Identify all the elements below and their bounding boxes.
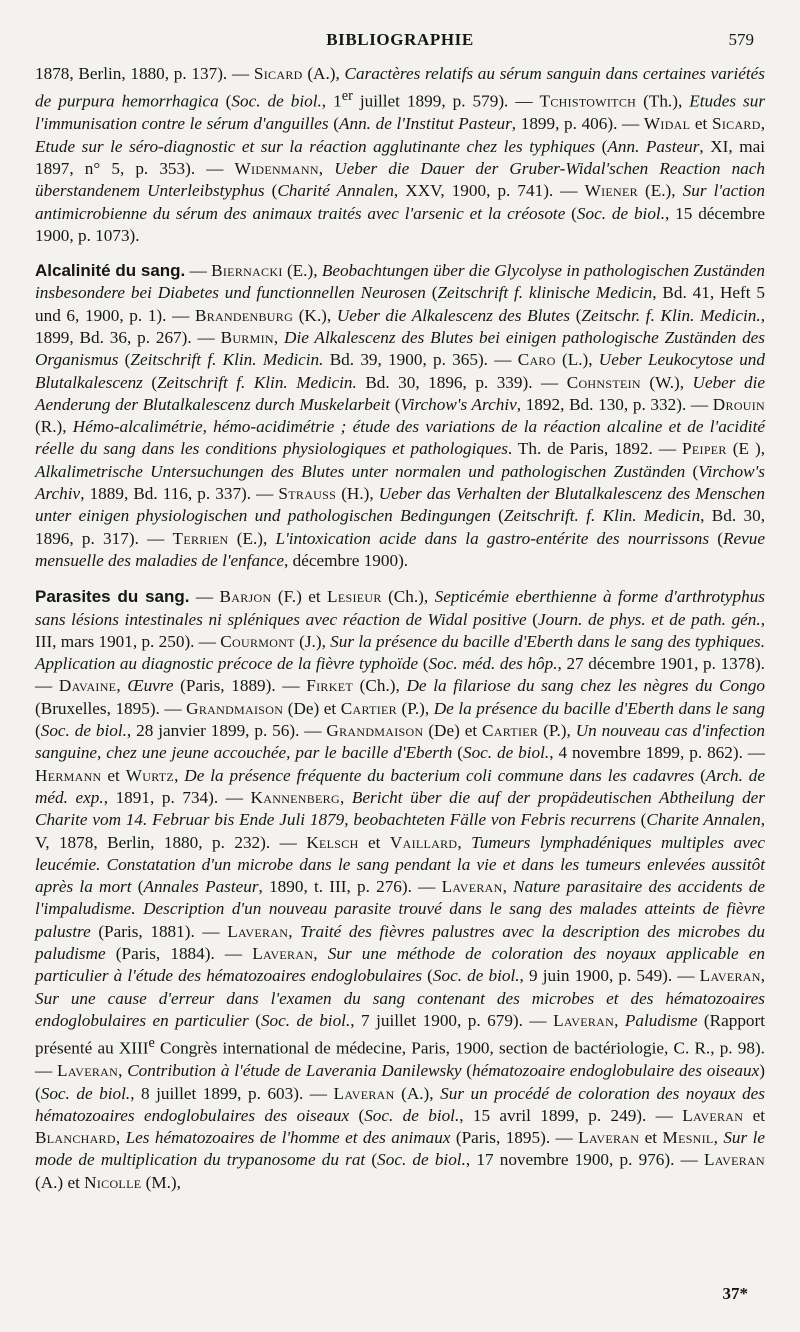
- author-name: Laveran: [441, 877, 503, 897]
- italic-title: Die Alkalescenz des Blutes bei einigen pathologische Zuständen des Organismus: [35, 328, 765, 370]
- text-run: , Bd. 41, Heft 5 und 6, 1900, p. 1). —: [35, 283, 766, 325]
- italic-title: De la présence du bacille d'Eberth dans le sang: [433, 698, 765, 718]
- text-run: ,: [457, 832, 472, 852]
- italic-title: Sur le mode de multiplication du trypanosome du rat: [35, 1128, 766, 1170]
- author-name: Burmin: [220, 328, 274, 347]
- text-run: , 9 juin 1900, p. 549). —: [519, 966, 700, 986]
- text-run: , XI, mai 1897, n° 5, p. 353). —: [35, 136, 765, 178]
- text-run: ,: [760, 966, 765, 986]
- text-run: —: [185, 261, 212, 281]
- text-run: (E.),: [228, 528, 276, 548]
- italic-title: Caractères relatifs au sérum sanguin dans certaines variétés de purpura hemorrhagica: [35, 64, 765, 112]
- italic-title: Septicémie eberthienne à forme d'arthrotyphus sans lésions intestinales ni spléniques avec réaction de Widal positive: [35, 587, 765, 629]
- text-run: (Ch.),: [381, 587, 435, 607]
- author-name: Laveran: [553, 1010, 615, 1030]
- text-run: (Paris, 1889). —: [173, 676, 307, 696]
- italic-title: Sur un procédé de coloration des noyaux des hématozoaires endoglobulaires des oiseaux: [35, 1083, 765, 1125]
- text-run: (: [570, 305, 582, 325]
- text-run: (A.) et: [35, 1172, 85, 1192]
- text-run: (Paris, 1881). —: [90, 921, 228, 941]
- text-run: Congrès international de médecine, Paris, 1900, section de bactériologie, C. R., p. 98). —: [35, 1038, 765, 1081]
- author-name: Laveran: [333, 1083, 395, 1103]
- author-name: Widenmann: [234, 158, 319, 178]
- author-name: Mesnil: [662, 1128, 714, 1148]
- section-heading: Alcalinité du sang.: [35, 261, 186, 281]
- italic-title: Soc. de biol.: [576, 203, 666, 223]
- text-run: , 1890, t. III, p. 276). —: [258, 877, 442, 897]
- italic-title: Contribution à l'étude de Laverania Danilewsky: [127, 1061, 462, 1081]
- running-head-title: BIBLIOGRAPHIE: [326, 30, 474, 49]
- text-run: (F.) et: [271, 587, 328, 607]
- text-run: (: [328, 114, 339, 134]
- italic-title: Beobachtungen über die Glycolyse in pathologischen Zuständen insbesondere bei Diabetes und functionnellen Neurosen: [35, 261, 765, 303]
- text-run: (A.),: [394, 1083, 441, 1103]
- italic-title: Soc. de biol.: [377, 1150, 466, 1170]
- text-run: , III, mars 1901, p. 250). —: [35, 609, 765, 651]
- text-run: (: [709, 528, 724, 548]
- italic-title: Tumeurs lymphadéniques multiples avec leucémie. Constatation d'un microbe dans le sang pendant la vie et dans les tumeurs enlevées aussitôt après la mort: [35, 832, 765, 897]
- text-run: , 15 avril 1899, p. 249). —: [459, 1105, 683, 1125]
- text-run: (J.),: [294, 631, 331, 651]
- author-name: Laveran: [227, 921, 289, 941]
- text-run: , 8 juillet 1899, p. 603). —: [130, 1083, 334, 1103]
- text-run: (: [248, 1010, 261, 1030]
- text-run: , V, 1878, Berlin, 1880, p. 232). —: [35, 810, 765, 852]
- text-run: , 1899, Bd. 36, p. 267). —: [35, 305, 765, 347]
- author-name: Sicard: [712, 114, 761, 134]
- author-name: Nicolle: [84, 1172, 142, 1192]
- paragraph-continuation: [35, 63, 765, 247]
- italic-title: Ueber die Aenderung der Blutalkalescenz durch Muskelarbeit: [35, 372, 765, 414]
- italic-title: Les hématozoaires de l'homme et des animaux: [125, 1128, 451, 1148]
- italic-title: Soc. de biol.: [260, 1010, 351, 1030]
- italic-title: Soc. de biol.: [40, 1083, 131, 1103]
- author-name: Widal: [643, 114, 691, 134]
- italic-title: Sur la présence du bacille d'Eberth dans le sang des typhiques. Application au diagnostic précoce de la fièvre typhoïde: [35, 631, 765, 674]
- italic-title: Soc. méd. des hôp.: [428, 654, 558, 674]
- author-name: Peiper: [682, 439, 727, 459]
- italic-title: Journ. de phys. et de path. gén.: [537, 609, 761, 629]
- text-run: (: [422, 966, 433, 986]
- text-run: ,: [313, 944, 328, 964]
- text-run: (De) et: [423, 721, 483, 741]
- text-run: ,: [118, 1061, 128, 1081]
- text-run: ,: [713, 1128, 724, 1148]
- italic-title: Œuvre: [127, 676, 174, 696]
- italic-title: Hémo-alcalimétrie, hémo-acidimétrie ; étude des variations de la réaction alcaline et de l'acidité réelle du sang dans les conditions physiologiques et pathologiques: [35, 417, 765, 459]
- author-name: Laveran: [699, 966, 761, 986]
- text-run: ,: [174, 765, 185, 785]
- text-run: (De) et: [283, 698, 341, 718]
- text-run: et: [101, 765, 126, 785]
- superscript: er: [341, 88, 353, 105]
- section-heading: Parasites du sang.: [35, 587, 190, 607]
- text-run: (: [526, 609, 538, 629]
- text-run: (Paris, 1884). —: [105, 944, 253, 964]
- italic-title: hématozoaire endoglobulaire des oiseaux: [472, 1061, 760, 1081]
- author-name: Drouin: [712, 394, 766, 414]
- italic-title: Sur une cause d'erreur dans l'examen du sang contenant des microbes et des hématozoaires endoglobulaires en particulier: [35, 988, 765, 1030]
- italic-title: Zeitschrift f. Klin. Medicin.: [157, 372, 357, 392]
- text-run: (: [264, 181, 278, 201]
- text-run: (Th.),: [636, 92, 690, 112]
- text-run: , 15 décembre 1900, p. 1073).: [35, 203, 766, 245]
- author-name: Blanchard: [35, 1128, 116, 1148]
- section-parasites-du-sang: [35, 586, 765, 1194]
- text-run: (: [365, 1150, 378, 1170]
- italic-title: Soc. de biol.: [432, 966, 520, 986]
- page-number: 579: [728, 30, 754, 49]
- italic-title: De la filariose du sang chez les nègres du Congo: [406, 676, 766, 696]
- text-run: ,: [318, 158, 335, 178]
- author-name: Hermann: [35, 765, 102, 785]
- text-run: ,: [502, 877, 514, 897]
- text-run: (E.),: [637, 181, 683, 201]
- author-name: Lesieur: [327, 587, 382, 607]
- italic-title: Bericht über die auf der propädeutischen Abtheilung der Charite vom 14. Februar bis Ende Juli 1879, beobachteten Fälle von Febris recurrens: [35, 787, 765, 830]
- italic-title: Sur une méthode de coloration des noyaux applicable en particulier à l'étude des hématozoaires endoglobulaires: [35, 944, 766, 986]
- italic-title: Charite Annalen: [646, 810, 761, 830]
- italic-title: Ann. de l'Institut Pasteur: [339, 114, 512, 134]
- text-run: (: [418, 654, 429, 674]
- text-run: (L.),: [555, 350, 599, 370]
- italic-title: Ann. Pasteur: [607, 136, 700, 156]
- italic-title: Revue mensuelle des maladies de l'enfance: [35, 528, 765, 570]
- author-name: Wiener: [584, 181, 638, 201]
- text-run: (K.),: [293, 305, 337, 325]
- text-run: , 1891, p. 734). —: [103, 787, 251, 807]
- italic-title: Annales Pasteur: [143, 877, 259, 897]
- author-name: Courmont: [220, 631, 295, 651]
- italic-title: Zeitschrift. f. Klin. Medicin: [503, 506, 701, 526]
- text-run: (: [131, 877, 144, 897]
- text-run: et: [358, 832, 390, 852]
- text-run: , XXV, 1900, p. 741). —: [393, 181, 585, 201]
- author-name: Cohnstein: [566, 372, 641, 392]
- italic-title: Etudes sur l'immunisation contre le sérum d'anguilles: [35, 92, 766, 134]
- text-run: . Th. de Paris, 1892. —: [507, 439, 683, 459]
- text-run: (H.),: [336, 484, 379, 504]
- text-run: —: [189, 587, 220, 607]
- author-name: Grandmaison: [326, 721, 424, 741]
- text-run: (: [685, 461, 699, 481]
- text-run: ,: [760, 114, 765, 134]
- text-run: (: [694, 765, 706, 785]
- author-name: Brandenburg: [194, 305, 294, 325]
- italic-title: Soc. de biol.: [40, 721, 127, 741]
- italic-title: Soc. de biol.: [462, 743, 550, 763]
- text-run: 1878, Berlin, 1880, p. 137). —: [35, 64, 254, 83]
- author-name: Caro: [517, 350, 556, 370]
- italic-title: Soc. de biol.: [231, 92, 322, 112]
- text-run: (Ch.),: [352, 676, 407, 696]
- text-run: ,: [116, 676, 128, 696]
- italic-title: Zeitschrift f. klinische Medicin: [437, 283, 653, 303]
- author-name: Grandmaison: [186, 698, 284, 718]
- text-run: (: [349, 1105, 365, 1125]
- text-run: (: [490, 506, 504, 526]
- text-run: (W.),: [640, 372, 693, 392]
- text-run: (E ),: [726, 439, 765, 459]
- text-run: ,: [273, 328, 285, 347]
- author-name: Laveran: [252, 944, 314, 964]
- author-name: Kelsch: [306, 832, 359, 852]
- text-run: , 17 novembre 1900, p. 976). —: [465, 1150, 704, 1170]
- author-name: Biernacki: [211, 261, 283, 281]
- signature-mark: 37*: [722, 1284, 748, 1303]
- text-run: (: [218, 92, 232, 112]
- text-run: Bd. 30, 1896, p. 339). —: [356, 372, 567, 392]
- text-run: (R.),: [35, 417, 73, 437]
- author-name: Laveran: [57, 1061, 119, 1081]
- text-run: (: [35, 721, 41, 741]
- text-run: , 1889, Bd. 116, p. 337). —: [80, 484, 279, 504]
- author-name: Cartier: [482, 721, 539, 741]
- bibliography-text: [35, 63, 765, 1194]
- italic-title: Nature parasitaire des accidents de l'impaludisme. Description d'un nouveau parasite trouvé dans le sang des malades atteints de fièvre palustre: [35, 877, 765, 941]
- author-name: Tchistowitch: [539, 92, 637, 112]
- text-run: ,: [115, 1128, 126, 1148]
- italic-title: De la présence fréquente du bacterium coli commune dans les cadavres: [184, 765, 695, 785]
- italic-title: Virchow's Archiv: [400, 394, 517, 414]
- text-run: , 7 juillet 1900, p. 679). —: [350, 1010, 554, 1030]
- text-run: ,: [614, 1010, 625, 1030]
- author-name: Wurtz: [125, 765, 175, 785]
- text-run: , 1899, p. 406). —: [511, 114, 644, 134]
- text-run: juillet 1899, p. 579). —: [352, 92, 540, 112]
- text-run: , Bd. 30, 1896, p. 317). —: [35, 506, 765, 548]
- text-run: (E.),: [282, 261, 322, 281]
- author-name: Strauss: [278, 484, 337, 504]
- text-run: , 1: [321, 92, 342, 112]
- italic-title: Un nouveau cas d'infection sanguine, chez une jeune accouchée, par le bacille d'Eberth: [35, 721, 765, 763]
- text-run: ) (: [35, 1061, 765, 1103]
- italic-title: Zeitschrift f. Klin. Medicin.: [130, 350, 324, 370]
- italic-title: Arch. de méd. exp.: [35, 765, 765, 807]
- text-run: (: [118, 350, 131, 370]
- italic-title: Soc. de biol.: [364, 1105, 460, 1125]
- text-run: Bd. 39, 1900, p. 365). —: [323, 350, 518, 370]
- text-run: (: [425, 283, 438, 303]
- author-name: Firket: [306, 676, 353, 696]
- text-run: (: [142, 372, 158, 392]
- author-name: Cartier: [340, 698, 397, 718]
- text-run: , 27 décembre 1901, p. 1378). —: [35, 654, 765, 696]
- text-run: , 28 janvier 1899, p. 56). —: [126, 721, 327, 741]
- text-run: (: [595, 136, 608, 156]
- author-name: Barjon: [219, 587, 272, 607]
- italic-title: Alkalimetrische Untersuchungen des Blutes unter normalen und pathologischen Zuständen: [35, 461, 686, 481]
- text-run: et: [743, 1105, 765, 1125]
- italic-title: Etude sur le séro-diagnostic et sur la réaction agglutinante chez les typhiques: [35, 136, 596, 156]
- text-run: , 1892, Bd. 130, p. 332). —: [516, 394, 713, 414]
- text-run: (Paris, 1895). —: [450, 1128, 579, 1148]
- text-run: (P.),: [538, 721, 576, 741]
- running-head: [36, 30, 764, 54]
- text-run: (A.),: [302, 64, 345, 83]
- section-alcalinite-du-sang: [35, 260, 765, 572]
- italic-title: Sur l'action antimicrobienne du sérum des animaux traités avec l'arsenic et la créosote: [35, 181, 765, 223]
- text-run: (: [452, 743, 463, 763]
- text-run: (: [565, 203, 577, 223]
- italic-title: Paludisme: [624, 1010, 698, 1030]
- text-run: (Rapport présenté au XIII: [35, 1010, 766, 1058]
- text-run: (: [461, 1061, 473, 1081]
- author-name: Sicard: [253, 64, 303, 83]
- text-run: (Bruxelles, 1895). —: [35, 698, 187, 718]
- author-name: Terrien: [172, 528, 229, 548]
- superscript: e: [148, 1035, 155, 1052]
- italic-title: Zeitschr. f. Klin. Medicin.: [581, 305, 761, 325]
- text-run: et: [690, 114, 712, 134]
- author-name: Laveran: [682, 1105, 744, 1125]
- author-name: Davaine: [58, 676, 117, 696]
- italic-title: Charité Annalen: [277, 181, 394, 201]
- italic-title: Ueber die Alkalescenz des Blutes: [336, 305, 571, 325]
- author-name: Laveran: [578, 1128, 640, 1148]
- text-run: (M.),: [141, 1172, 181, 1192]
- text-run: ,: [288, 921, 301, 941]
- text-run: (: [635, 810, 647, 830]
- text-run: (: [390, 394, 401, 414]
- italic-title: Ueber Leukocytose und Blutalkalescenz: [35, 350, 765, 392]
- text-run: , décembre 1900).: [284, 550, 409, 570]
- italic-title: L'intoxication acide dans la gastro-entérite des nourrissons: [275, 528, 710, 548]
- author-name: Kannenberg: [250, 787, 340, 807]
- text-run: (P.),: [396, 698, 434, 718]
- text-run: ,: [339, 787, 352, 807]
- author-name: Vaillard: [389, 832, 458, 852]
- text-run: et: [639, 1128, 663, 1148]
- italic-title: Virchow's Archiv: [35, 461, 765, 504]
- italic-title: Traité des fièvres palustres avec la description des microbes du paludisme: [35, 921, 765, 964]
- italic-title: Ueber das Verhalten der Blutalkalescenz des Menschen unter einigen physiologischen und pathologischen Bedingungen: [35, 484, 765, 526]
- italic-title: Ueber die Dauer der Gruber-Widal'schen Reaction nach überstandenem Unterleibstyphus: [35, 158, 765, 201]
- author-name: Laveran: [703, 1150, 765, 1170]
- text-run: , 4 novembre 1899, p. 862). —: [549, 743, 765, 763]
